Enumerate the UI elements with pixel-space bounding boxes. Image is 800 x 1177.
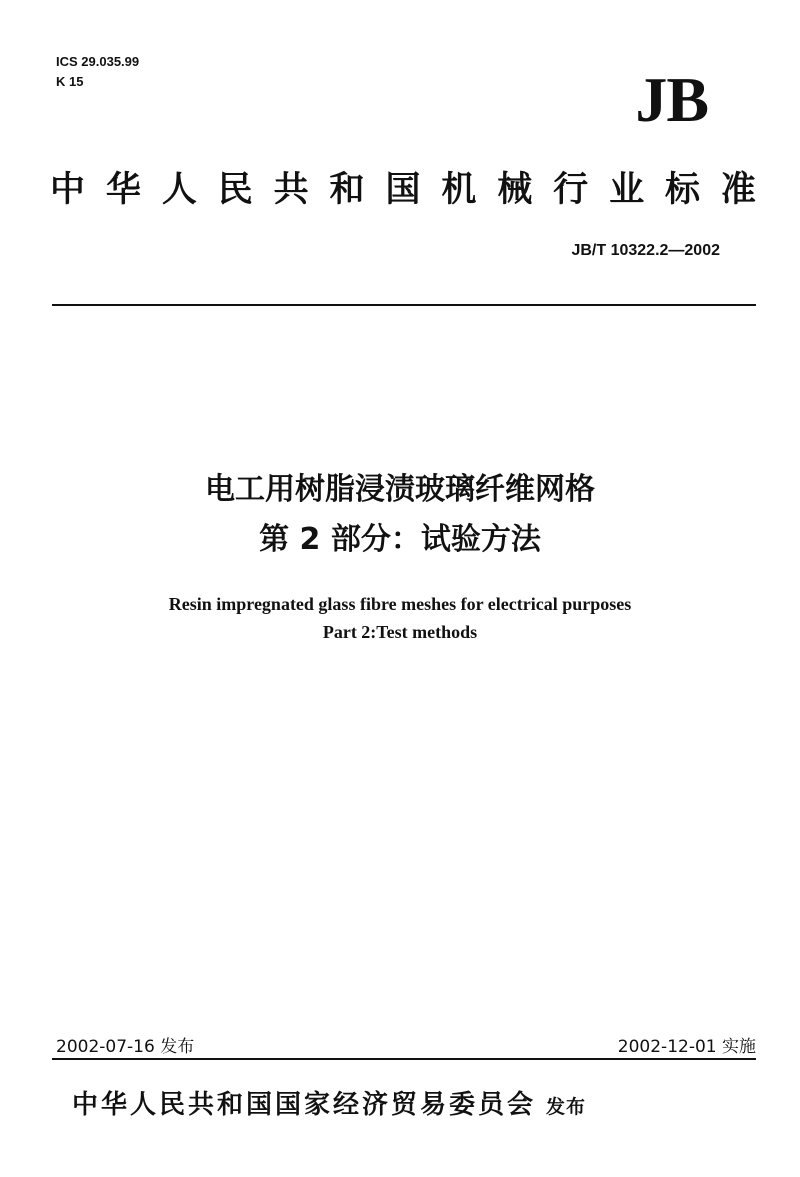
industry-standard-title: [50, 168, 756, 212]
industry-char: 业: [609, 170, 645, 210]
standard-number: JB/T 10322.2—2002: [571, 242, 720, 259]
implement-date: 2002-12-01 实施: [617, 1037, 756, 1057]
issuer-suffix: 发布: [546, 1096, 587, 1118]
industry-char: 国: [385, 170, 421, 210]
top-divider: [52, 304, 756, 306]
ccs-code: K 15: [56, 74, 84, 89]
industry-char: 中: [50, 170, 86, 210]
issuer-name: 中华人民共和国国家经济贸易委员会: [72, 1090, 537, 1120]
industry-char: 准: [720, 170, 756, 210]
classification-codes: [56, 52, 139, 92]
industry-char: 和: [329, 170, 365, 210]
industry-char: 共: [273, 170, 309, 210]
issuing-authority: [72, 1084, 586, 1121]
title-english-line1: Resin impregnated glass fibre meshes for electrical purposes: [168, 594, 632, 614]
bottom-divider: [52, 1058, 756, 1060]
publish-date: 2002-07-16 发布: [56, 1037, 195, 1057]
industry-char: 华: [105, 170, 141, 210]
industry-char: 民: [217, 170, 253, 210]
ics-code: ICS 29.035.99: [56, 54, 140, 69]
industry-char: 机: [441, 170, 477, 210]
industry-char: 械: [497, 170, 533, 210]
title-chinese-line2: 第 2 部分：试验方法: [259, 522, 541, 557]
industry-char: 人: [161, 170, 197, 210]
jb-logo: JB: [635, 64, 708, 135]
title-english-line2: Part 2:Test methods: [322, 622, 478, 642]
industry-char: 标: [664, 170, 700, 210]
title-chinese-line1: 电工用树脂浸渍玻璃纤维网格: [205, 472, 595, 507]
industry-char: 行: [553, 170, 589, 210]
